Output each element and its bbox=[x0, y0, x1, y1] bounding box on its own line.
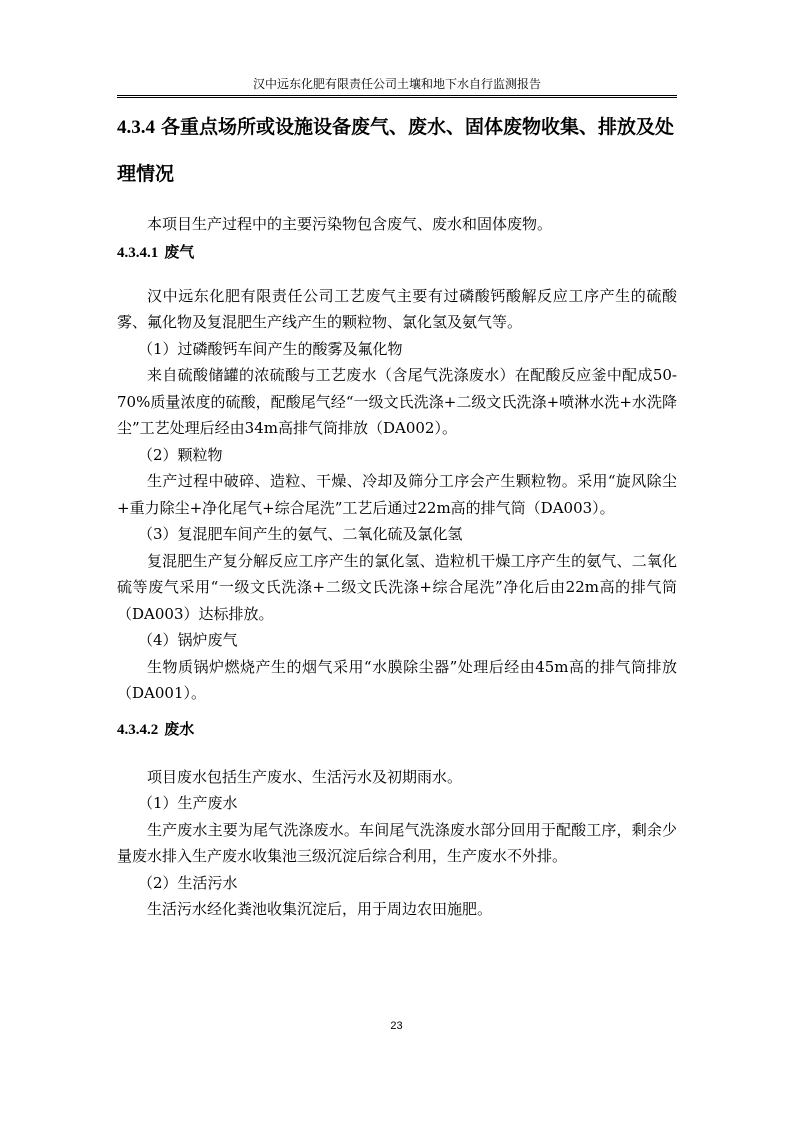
section-title-line1: 各重点场所或设施设备废气、废水、固体废物收集、排放及处 bbox=[161, 116, 675, 138]
header-rule bbox=[117, 95, 677, 96]
gas-paragraph: 汉中远东化肥有限责任公司工艺废气主要有过磷酸钙酸解反应工序产生的硫酸雾、氟化物及复混肥生产线产生的颗粒物、氯化氢及氨气等。 bbox=[117, 286, 677, 331]
section-heading-continued: 理情况 bbox=[117, 163, 175, 185]
gas-item4-text: 生物质锅炉燃烧产生的烟气采用“水膜除尘器”处理后经由45m高的排气筒排放（DA001）。 bbox=[117, 657, 677, 702]
water-item1-title: （1）生产废水 bbox=[138, 794, 238, 812]
gas-item1-title: （1）过磷酸钙车间产生的酸雾及氟化物 bbox=[138, 339, 403, 358]
subsection-number-water: 4.3.4.2 bbox=[117, 721, 159, 738]
subsection-heading-gas bbox=[117, 240, 677, 265]
intro-paragraph: 本项目生产过程中的主要污染物包含废气、废水和固体废物。 bbox=[147, 215, 553, 233]
header-rule-double bbox=[117, 97, 677, 98]
water-paragraph: 项目废水包括生产废水、生活污水及初期雨水。 bbox=[147, 767, 463, 786]
gas-item2-title: （2）颗粒物 bbox=[138, 445, 223, 464]
water-item2-text: 生活污水经化粪池收集沉淀后，用于周边农田施肥。 bbox=[147, 900, 493, 918]
section-number: 4.3.4 bbox=[117, 117, 155, 138]
gas-item4-title: （4）锅炉废气 bbox=[138, 631, 238, 649]
gas-item3-text: 复混肥生产复分解反应工序产生的氯化氢、造粒机干燥工序产生的氨气、二氧化硫等废气采用“一级文氏洗涤+二级文氏洗涤+综合尾洗”净化后由22m高的排气筒（DA003）达标排放。 bbox=[117, 551, 677, 623]
subsection-heading-water bbox=[117, 717, 677, 742]
gas-item2-text: 生产过程中破碎、造粒、干燥、冷却及筛分工序会产生颗粒物。采用“旋风除尘+重力除尘+净化尾气+综合尾洗”工艺后通过22m高的排气筒（DA003）。 bbox=[117, 472, 677, 517]
gas-item1-text: 来自硫酸储罐的浓硫酸与工艺废水（含尾气洗涤废水）在配酸反应釜中配成50-70%质量浓度的硫酸，配酸尾气经“一级文氏洗涤+二级文氏洗涤+喷淋水洗+水洗降尘”工艺处理后经由34m高排气筒排放（DA002）。 bbox=[117, 366, 677, 437]
water-item2-title: （2）生活污水 bbox=[138, 873, 238, 892]
subsection-number-gas: 4.3.4.1 bbox=[117, 244, 159, 261]
section-heading bbox=[117, 104, 677, 151]
water-item1-text: 生产废水主要为尾气洗涤废水。车间尾气洗涤废水部分回用于配酸工序，剩余少量废水排入生产废水收集池三级沉淀后综合利用，生产废水不外排。 bbox=[117, 820, 677, 865]
subsection-title-gas: 废气 bbox=[164, 242, 195, 261]
page-number: 23 bbox=[390, 1020, 403, 1032]
page-header: 汉中远东化肥有限责任公司土壤和地下水自行监测报告 bbox=[252, 77, 541, 91]
subsection-title-water: 废水 bbox=[164, 719, 195, 738]
gas-item3-title: （3）复混肥车间产生的氨气、二氧化硫及氯化氢 bbox=[138, 525, 463, 543]
document-body bbox=[117, 102, 677, 923]
